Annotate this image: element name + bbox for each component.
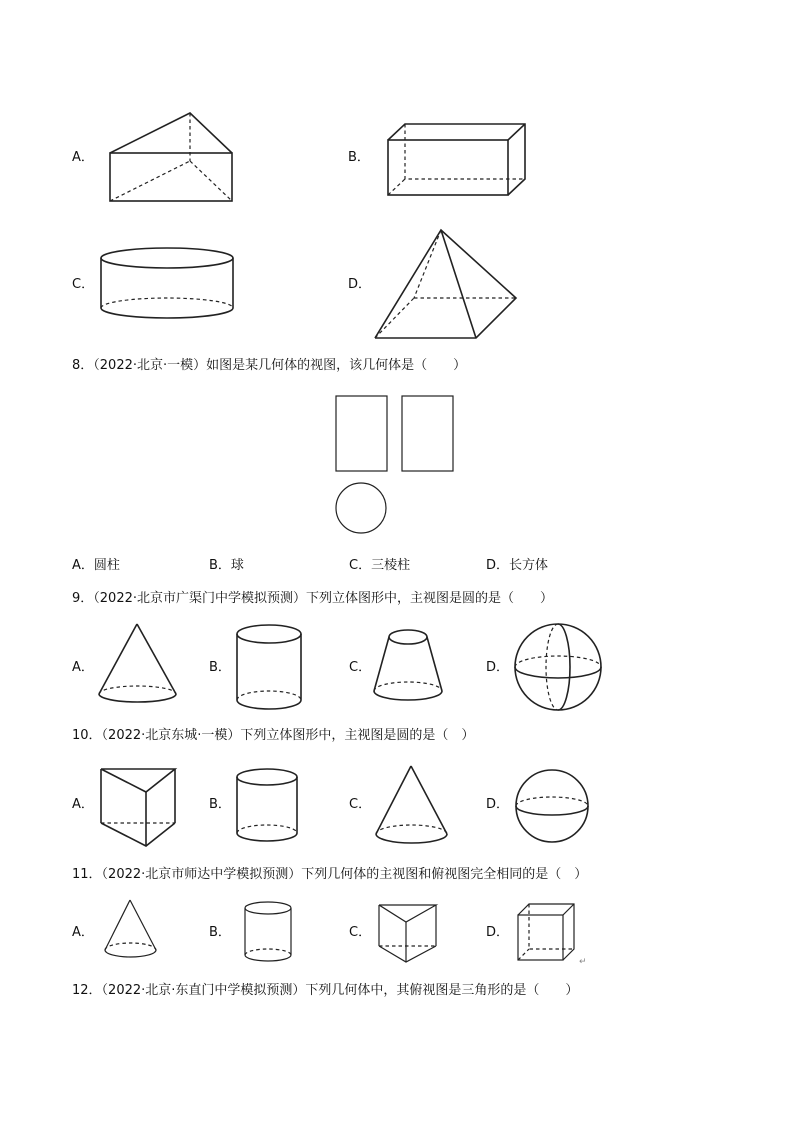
cuboid-figure <box>385 122 530 202</box>
question-11-stem: 11．（2022·北京市师达中学模拟预测）下列几何体的主视图和俯视图完全相同的是（ ） <box>72 867 588 882</box>
option-letter-b: B． <box>348 150 370 165</box>
cone-figure <box>96 622 180 708</box>
q11-option-letter-d: D． <box>486 925 510 940</box>
question-8-stem: 8．（2022·北京·一模）如图是某几何体的视图，该几何体是（ ） <box>72 358 467 373</box>
triangular-prism-figure <box>98 766 178 850</box>
cylinder-figure <box>99 246 235 322</box>
q9-option-letter-c: C． <box>349 660 372 675</box>
triangular-prism-figure <box>100 110 240 210</box>
cone-figure <box>102 898 162 964</box>
cylinder-figure <box>243 900 295 966</box>
option-letter-c: C． <box>72 277 95 292</box>
option-letter-d: D． <box>348 277 372 292</box>
question-10-stem: 10．（2022·北京东城·一模）下列立体图形中，主视图是圆的是（ ） <box>72 728 475 743</box>
three-views-figure <box>334 394 456 538</box>
q9-option-letter-b: B． <box>209 660 231 675</box>
triangular-prism-figure <box>376 902 440 964</box>
q11-option-letter-a: A． <box>72 925 94 940</box>
cylinder-figure <box>235 623 305 713</box>
cube-figure <box>515 901 579 965</box>
q11-option-letter-c: C． <box>349 925 372 940</box>
q11-option-letter-b: B． <box>209 925 231 940</box>
frustum-figure <box>371 627 447 707</box>
side-view-rect <box>402 396 453 471</box>
option-letter-a: A． <box>72 150 94 165</box>
return-mark: ↵ <box>579 957 587 967</box>
question-12-stem: 12．（2022·北京·东直门中学模拟预测）下列几何体中，其俯视图是三角形的是（ ） <box>72 983 579 998</box>
question-9-stem: 9．（2022·北京市广渠门中学模拟预测）下列立体图形中，主视图是圆的是（ ） <box>72 591 553 606</box>
answer-b: B．球 <box>209 558 244 573</box>
q10-option-letter-c: C． <box>349 797 372 812</box>
cylinder-figure <box>235 767 301 847</box>
q10-option-letter-b: B． <box>209 797 231 812</box>
q9-option-letter-d: D． <box>486 660 510 675</box>
top-view-circle <box>336 483 386 533</box>
answer-a: A．圆柱 <box>72 558 120 573</box>
q10-option-letter-a: A． <box>72 797 94 812</box>
answer-d: D．长方体 <box>486 558 549 573</box>
cone-figure <box>373 764 451 848</box>
front-view-rect <box>336 396 387 471</box>
answer-c: C．三棱柱 <box>349 558 411 573</box>
sphere-figure <box>514 768 592 846</box>
q10-option-letter-d: D． <box>486 797 510 812</box>
sphere-figure <box>513 622 605 714</box>
q9-option-letter-a: A． <box>72 660 94 675</box>
square-pyramid-figure <box>372 228 520 342</box>
